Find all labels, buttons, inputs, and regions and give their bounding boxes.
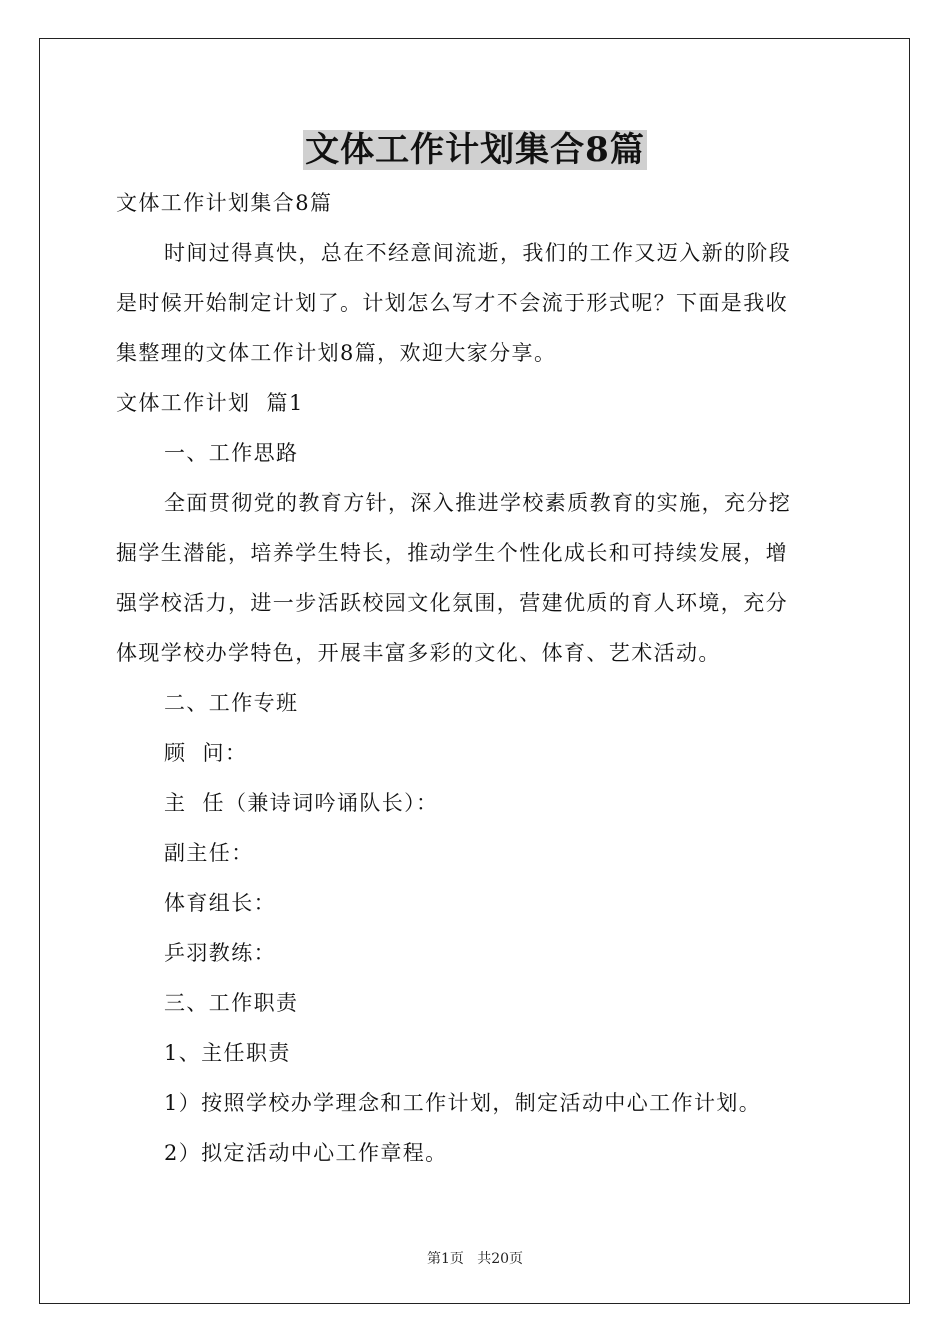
intro-paragraph xyxy=(116,228,836,378)
paragraph-line: 全面贯彻党的教育方针，深入推进学校素质教育的实施，充分挖 xyxy=(164,491,792,515)
paragraph-line: 是时候开始制定计划了。计划怎么写才不会流于形式呢？下面是我收 xyxy=(116,291,788,315)
role-advisor: 顾 问： xyxy=(164,741,248,765)
role-director: 主 任（兼诗词吟诵队长）： xyxy=(164,791,439,815)
document-body xyxy=(116,178,836,1178)
document-title-text: 文体工作计划集合8篇 xyxy=(305,130,645,170)
duty-item: 2）拟定活动中心工作章程。 xyxy=(164,1141,448,1165)
page-footer: 第1页 共20页 xyxy=(426,1251,524,1267)
work-idea-paragraph xyxy=(116,478,836,678)
subtitle: 文体工作计划集合8篇 xyxy=(116,191,333,215)
role-coach: 乒羽教练： xyxy=(164,941,276,965)
role-deputy-director: 副主任： xyxy=(164,841,254,865)
paragraph-line: 集整理的文体工作计划8篇，欢迎大家分享。 xyxy=(116,341,557,365)
heading-duties: 三、工作职责 xyxy=(164,991,299,1015)
paragraph-line: 体现学校办学特色，开展丰富多彩的文化、体育、艺术活动。 xyxy=(116,641,721,665)
paragraph-line: 时间过得真快，总在不经意间流逝，我们的工作又迈入新的阶段 xyxy=(164,241,792,265)
duty-item: 1）按照学校办学理念和工作计划，制定活动中心工作计划。 xyxy=(164,1091,762,1115)
paragraph-line: 掘学生潜能，培养学生特长，推动学生个性化成长和可持续发展，增 xyxy=(116,541,788,565)
heading-work-idea: 一、工作思路 xyxy=(164,441,299,465)
heading-work-team: 二、工作专班 xyxy=(164,691,299,715)
role-sports-leader: 体育组长： xyxy=(164,891,276,915)
section-heading: 文体工作计划 篇1 xyxy=(116,391,304,415)
sub-heading-director-duties: 1、主任职责 xyxy=(164,1041,291,1065)
paragraph-line: 强学校活力，进一步活跃校园文化氛围，营建优质的育人环境，充分 xyxy=(116,591,788,615)
document-title xyxy=(0,128,950,172)
